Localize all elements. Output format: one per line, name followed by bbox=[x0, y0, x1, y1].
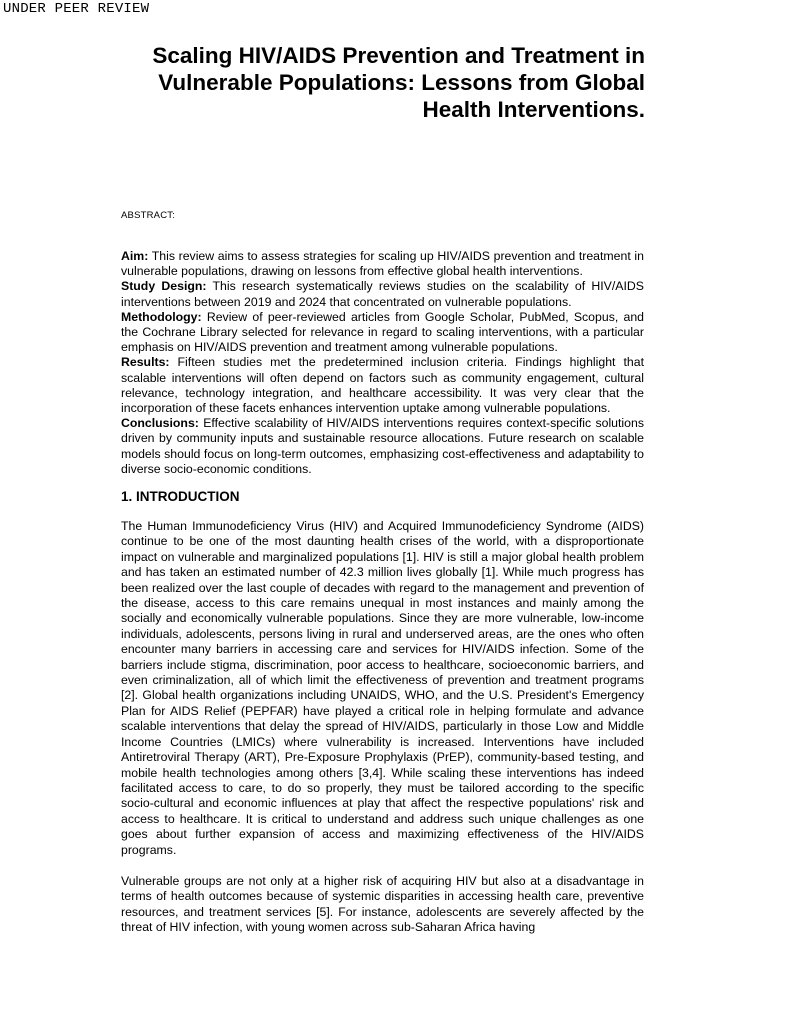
abstract-conclusions-label: Conclusions: bbox=[121, 416, 199, 431]
abstract-body bbox=[121, 249, 644, 477]
introduction-paragraph: The Human Immunodeficiency Virus (HIV) and Acquired Immunodeficiency Syndrome (AIDS) continue to be one of the most daunting health crises of the world, with a disproportionate impact on vulnerable and marginalized populations [1]. HIV is still a major global health problem and has taken an estimated number of 42.3 million lives globally [1]. While much progress has been realized over the last couple of decades with regard to the management and prevention of the disease, access to this care remains unequal in most instances and mainly among the socially and economically vulnerable populations. Since they are more vulnerable, low-income individuals, adolescents, persons living in rural and underserved areas, are the ones who often encounter many barriers in accessing care and services for HIV/AIDS infection. Some of the barriers include stigma, discrimination, poor access to healthcare, socioeconomic barriers, and even criminalization, all of which limit the effectiveness of prevention and treatment programs [2]. Global health organizations including UNAIDS, WHO, and the U.S. President's Emergency Plan for AIDS Relief (PEPFAR) have played a critical role in helping formulate and advance scalable interventions that delay the spread of HIV/AIDS, particularly in those Low and Middle Income Countries (LMICs) where vulnerability is increased. Interventions have included Antiretroviral Therapy (ART), Pre-Exposure Prophylaxis (PrEP), community-based testing, and mobile health technologies among others [3,4]. While scaling these interventions has indeed facilitated access to care, to do so properly, they must be tailored according to the specific socio-cultural and economic influences at play that affect the respective populations' risk and access to healthcare. It is critical to understand and address such unique challenges as one goes about further expansion of access and maximizing effectiveness of the HIV/AIDS programs. bbox=[121, 519, 644, 857]
abstract-results-label: Results: bbox=[121, 355, 170, 370]
abstract-conclusions-text: Effective scalability of HIV/AIDS interventions requires context-specific solutions driven by community inputs and sustainable resource allocations. Future research on scalable models should focus on long-term outcomes, emphasizing cost-effectiveness and adaptability to diverse socio-economic conditions. bbox=[121, 416, 644, 476]
introduction-paragraph: Vulnerable groups are not only at a higher risk of acquiring HIV but also at a disadvantage in terms of health outcomes because of systemic disparities in accessing health care, preventive resources, and treatment services [5]. For instance, adolescents are severely affected by the threat of HIV infection, with young women across sub-Saharan Africa having bbox=[121, 873, 644, 935]
abstract-aim-label: Aim: bbox=[121, 249, 149, 263]
abstract-methodology bbox=[121, 310, 644, 356]
peer-review-watermark: UNDER PEER REVIEW bbox=[3, 1, 150, 17]
paper-title: Scaling HIV/AIDS Prevention and Treatment in Vulnerable Populations: Lessons from Global Health Interventions. bbox=[152, 43, 645, 122]
abstract-aim-text: This review aims to assess strategies for scaling up HIV/AIDS prevention and treatment in vulnerable populations, drawing on lessons from effective global health interventions. bbox=[121, 249, 644, 279]
abstract-study-design-label: Study Design: bbox=[121, 279, 207, 294]
abstract-methodology-label: Methodology: bbox=[121, 309, 202, 324]
abstract-study-design bbox=[121, 279, 644, 309]
abstract-methodology-text: Review of peer-reviewed articles from Google Scholar, PubMed, Scopus, and the Cochrane Library selected for relevance in regard to scaling interventions, with a particular emphasis on HIV/AIDS prevention and treatment among vulnerable populations. bbox=[121, 309, 644, 355]
abstract-results bbox=[121, 355, 644, 416]
introduction-body bbox=[121, 519, 644, 952]
abstract-label: ABSTRACT: bbox=[121, 210, 176, 221]
introduction-heading: 1. INTRODUCTION bbox=[121, 489, 240, 504]
abstract-results-text: Fifteen studies met the predetermined inclusion criteria. Findings highlight that scalable interventions will often depend on factors such as community engagement, cultural relevance, technology integration, and healthcare accessibility. It was very clear that the incorporation of these facets enhances intervention uptake among vulnerable populations. bbox=[121, 355, 644, 416]
abstract-conclusions bbox=[121, 416, 644, 477]
abstract-aim bbox=[121, 249, 644, 279]
abstract-study-design-text: This research systematically reviews studies on the scalability of HIV/AIDS interventions between 2019 and 2024 that concentrated on vulnerable populations. bbox=[121, 279, 644, 309]
